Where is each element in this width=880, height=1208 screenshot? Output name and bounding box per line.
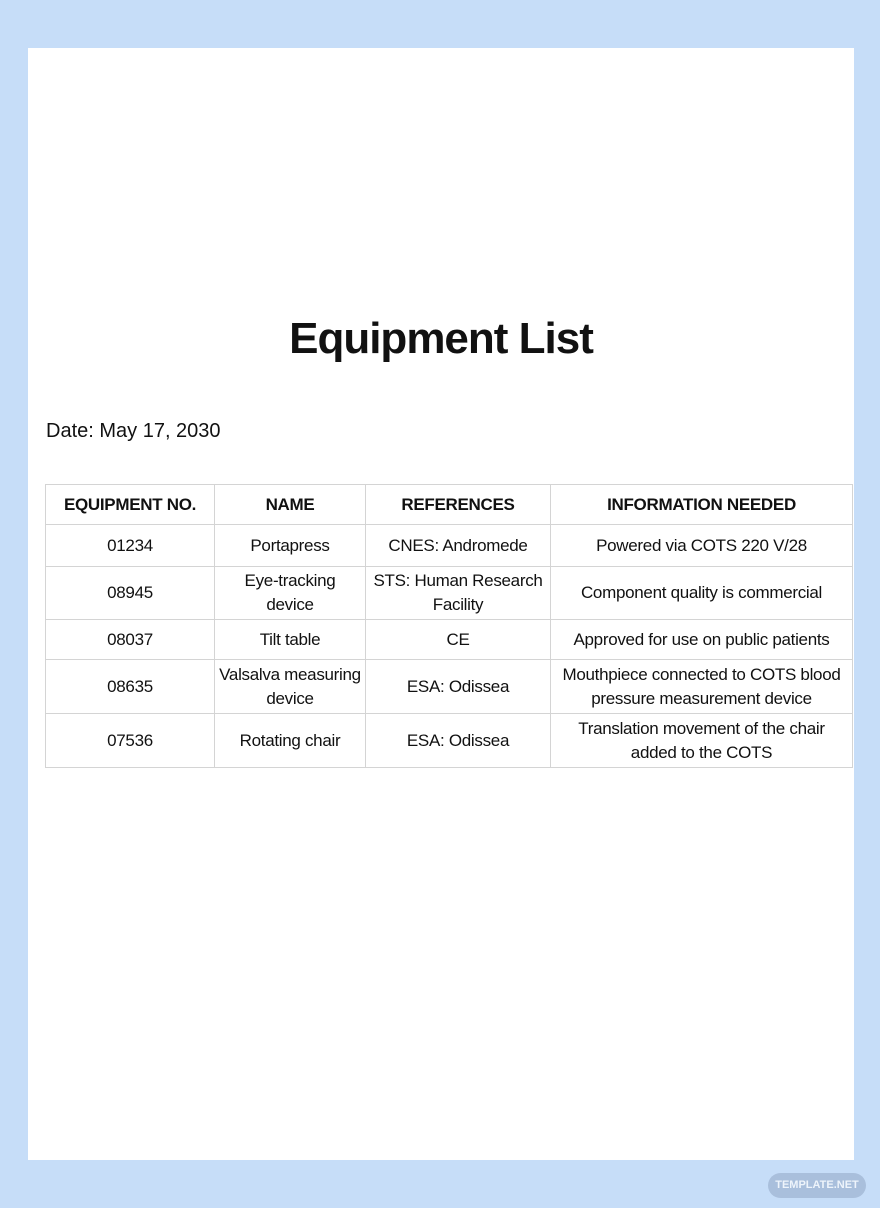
cell-equipment-no: 08945 [46,567,215,620]
table-row [46,660,853,714]
cell-information: Translation movement of the chair added to the COTS [551,714,853,768]
header-name: NAME [215,485,366,525]
cell-information: Powered via COTS 220 V/28 [551,525,853,567]
table-row [46,567,853,620]
cell-name: Valsalva measuring device [215,660,366,714]
cell-name: Tilt table [215,620,366,660]
cell-name: Portapress [215,525,366,567]
cell-information: Approved for use on public patients [551,620,853,660]
date-text: Date: May 17, 2030 [46,420,221,442]
cell-name: Eye-tracking device [215,567,366,620]
cell-name: Rotating chair [215,714,366,768]
cell-information: Component quality is commercial [551,567,853,620]
cell-equipment-no: 08037 [46,620,215,660]
cell-references: CE [366,620,551,660]
header-references: REFERENCES [366,485,551,525]
cell-references: ESA: Odissea [366,660,551,714]
table-header-row [46,485,853,525]
template-net-watermark: TEMPLATE.NET [768,1173,866,1198]
cell-equipment-no: 08635 [46,660,215,714]
cell-references: STS: Human Research Facility [366,567,551,620]
cell-equipment-no: 07536 [46,714,215,768]
table-row [46,525,853,567]
table-row [46,714,853,768]
equipment-table [45,484,853,768]
table-row [46,620,853,660]
document-page [28,48,854,1160]
header-information-needed: INFORMATION NEEDED [551,485,853,525]
cell-references: ESA: Odissea [366,714,551,768]
page-title: Equipment List [289,314,593,363]
cell-equipment-no: 01234 [46,525,215,567]
cell-references: CNES: Andromede [366,525,551,567]
header-equipment-no: EQUIPMENT NO. [46,485,215,525]
cell-information: Mouthpiece connected to COTS blood pressure measurement device [551,660,853,714]
